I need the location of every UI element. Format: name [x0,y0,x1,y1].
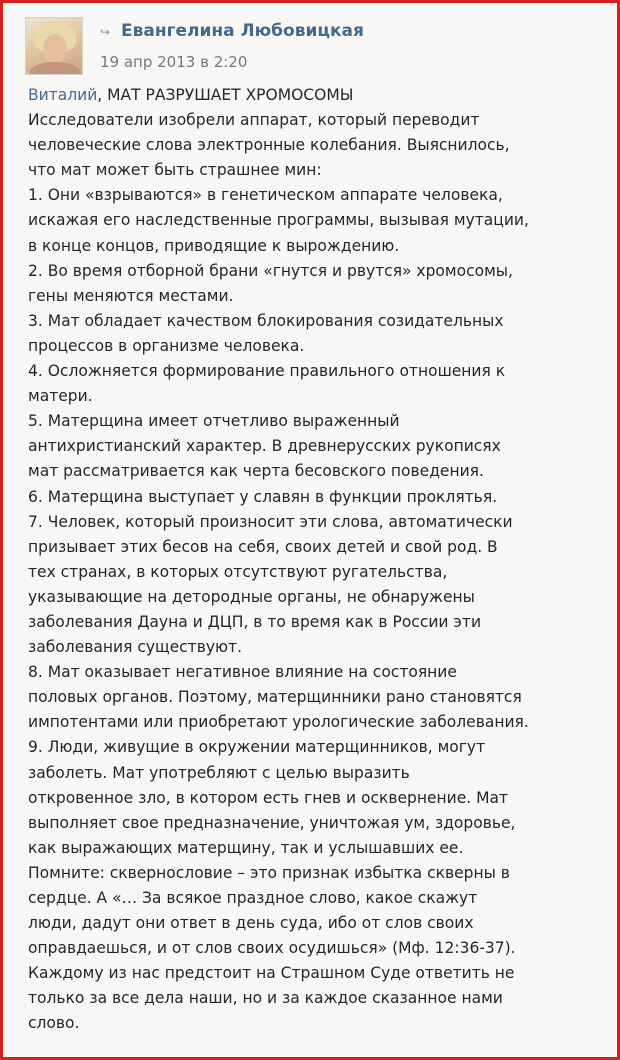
post-text-line: 4. Осложняется формирование правильного отношения к [28,362,506,381]
post-text-line: выполняет свое предназначение, уничтожая ум, здоровье, [28,813,516,832]
post-text-line: Каждому из нас предстоит на Страшном Суде ответить не [28,964,515,983]
post-title-line [28,83,603,108]
share-arrow-icon: ↪ [100,25,111,39]
post-text-line: 2. Во время отборной брани «гнутся и рвутся» хромосомы, [28,261,513,280]
post-text-line: 6. Матерщина выступает у славян в функции проклятья. [28,487,498,506]
post-text-line: заболеть. Мат употребляют с целью выразить [28,763,410,782]
post-text-line: антихристианский характер. В древнерусских рукописях [28,437,501,456]
post-text-line: только за все дела наши, но и за каждое сказанное нами [28,989,503,1008]
post-text-line: оправдаешься, и от слов своих осудишься» (Мф. 12:36-37). [28,939,516,958]
post-text-line: 9. Люди, живущие в окружении матерщинников, могут [28,738,486,757]
post-text-line: половых органов. Поэтому, матерщинники рано становятся [28,688,522,707]
post-text-line: 5. Матерщина имеет отчетливо выраженный [28,412,400,431]
post-text [28,83,603,1037]
post-text-line: призывает этих бесов на себя, своих детей и свой род. В [28,537,498,556]
avatar[interactable] [25,17,83,75]
post-date-link[interactable]: 19 апр 2013 в 2:20 [100,53,248,71]
post-text-line: мат рассматривается как черта бесовского поведения. [28,462,484,481]
post-text-line: откровенное зло, в котором есть гнев и осквернение. Мат [28,788,509,807]
post-text-line: указывающие на детородные органы, не обнаружены [28,587,475,606]
post-text-line: процессов в организме человека. [28,336,305,355]
post-text-line: человеческие слова электронные колебания. Выяснилось, [28,136,510,155]
author-name-link[interactable]: Евангелина Любовицкая [121,21,364,41]
post-text-line: как выражающих матерщину, так и услышавших ее. [28,838,464,857]
post-text-line: 8. Мат оказывает негативное влияние на состояние [28,663,457,682]
post-text-line: 7. Человек, который произносит эти слова, автоматически [28,512,513,531]
post-text-line: в конце концов, приводящие к вырождению. [28,236,400,255]
post-text-line: гены меняются местами. [28,286,234,305]
post-text-line: сердце. А «… За всякое праздное слово, какое скажут [28,889,478,907]
post-text-line: 3. Мат обладает качеством блокирования созидательных [28,311,504,330]
post-text-line: заболевания существуют. [28,638,243,657]
post-text-line: люди, дадут они ответ в день суда, ибо от слов своих [28,914,474,933]
post-text-line: заболевания Дауна и ДЦП, в то время как в России эти [28,612,482,631]
post-text-line: слово. [28,1014,80,1033]
post-text-line: что мат может быть страшнее мин: [28,161,322,180]
post-title: , МАТ РАЗРУШАЕТ ХРОМОСОМЫ [97,86,354,104]
mention-link[interactable]: Виталий [28,86,98,104]
post-text-line: Помните: сквернословие – это признак избытка скверны в [28,863,510,882]
avatar-shoulder [30,62,80,75]
post-text-line: Исследователи изобрели аппарат, который переводит [28,111,480,130]
avatar-face [43,34,67,64]
post-text-line: искажая его наследственные программы, вызывая мутации, [28,211,529,230]
post-text-line: тех странах, в которых отсутствуют ругательства, [28,562,448,581]
post-text-line: 1. Они «взрываются» в генетическом аппарате человека, [28,186,503,205]
post-text-line: матери. [28,387,93,406]
post-header [25,15,605,77]
post-text-line: импотентами или приобретают урологические заболевания. [28,713,529,732]
